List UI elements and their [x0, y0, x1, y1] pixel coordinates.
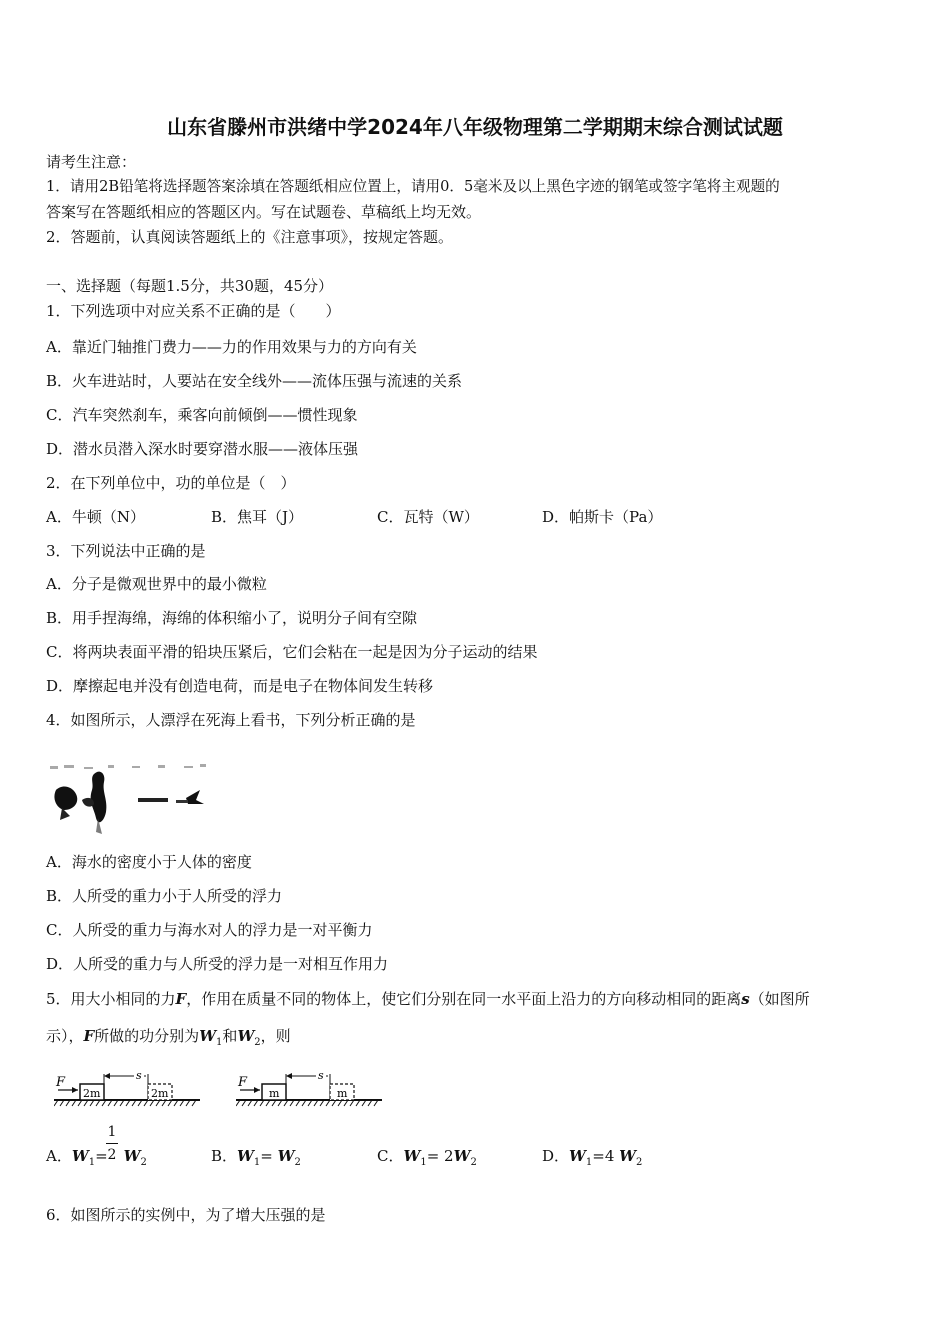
q5-sub: 1 — [216, 1037, 223, 1048]
q5-sub: 2 — [254, 1037, 261, 1048]
q2-stem: 2．在下列单位中，功的单位是（ ） — [46, 474, 296, 492]
q5-option-a — [46, 1146, 147, 1173]
q5-sub: 1 — [88, 1157, 96, 1168]
label-2m: 2m — [83, 1087, 101, 1100]
q5-stem-line2 — [46, 1026, 291, 1053]
q1-stem: 1．下列选项中对应关系不正确的是（ ） — [46, 302, 341, 320]
q5-var-w: W — [123, 1147, 141, 1165]
q4-option-d: D．人所受的重力与人所受的浮力是一对相互作用力 — [46, 955, 389, 973]
q5-var-w: W — [403, 1147, 421, 1165]
fraction-numerator: 1 — [107, 1124, 117, 1140]
q5-var-w: W — [199, 1027, 217, 1045]
label-m: m — [337, 1087, 348, 1100]
q1-option-d: D．潜水员潜入深水时要穿潜水服——液体压强 — [46, 440, 359, 458]
q1-option-c: C．汽车突然刹车，乘客向前倾倒——惯性现象 — [46, 406, 358, 424]
label-m: m — [269, 1087, 280, 1100]
q5-var-s: s — [741, 990, 750, 1008]
q4-stem: 4．如图所示，人漂浮在死海上看书，下列分析正确的是 — [46, 711, 416, 729]
q5-text: （如图所 — [749, 990, 810, 1008]
option-label: D． — [542, 1147, 570, 1165]
section-heading: 一、选择题（每题1.5分，共30题，45分） — [46, 277, 334, 295]
q5-var-w: W — [237, 1027, 255, 1045]
page-title: 山东省滕州市洪绪中学2024年八年级物理第二学期期末综合测试试题 — [167, 115, 783, 139]
label-f: F — [238, 1075, 248, 1090]
notice-line-1b: 答案写在答题纸相应的答题区内。写在试题卷、草稿纸上均无效。 — [46, 203, 482, 221]
q5-var-w: W — [619, 1147, 637, 1165]
q5-text: 5．用大小相同的力 — [46, 990, 176, 1008]
equals-sign: = — [260, 1147, 273, 1165]
q2-option-b: B．焦耳（J） — [211, 508, 304, 526]
force-diagram-m — [236, 1066, 384, 1112]
q5-sub: 1 — [253, 1157, 261, 1168]
q5-sub: 2 — [636, 1157, 643, 1168]
option-label: C． — [377, 1147, 404, 1165]
notice-heading: 请考生注意： — [46, 153, 137, 171]
q5-sub: 1 — [585, 1157, 593, 1168]
q5-text: ，作用在质量不同的物体上，使它们分别在同一水平面上沿力的方向移动相同的距离 — [186, 990, 742, 1008]
q5-var-f: F — [83, 1027, 95, 1045]
q5-var-w: W — [453, 1147, 471, 1165]
equals-two: = 2 — [426, 1147, 454, 1165]
notice-line-2: 2．答题前，认真阅读答题纸上的《注意事项》，按规定答题。 — [46, 228, 454, 246]
fraction-bar — [106, 1143, 118, 1144]
q5-text: 所做的功分别为 — [94, 1027, 200, 1045]
q5-var-f: F — [175, 990, 187, 1008]
q5-text: 示）， — [46, 1027, 84, 1045]
q5-option-d — [542, 1146, 642, 1173]
q2-option-d: D．帕斯卡（Pa） — [542, 508, 663, 526]
force-diagram-2m — [54, 1066, 202, 1112]
equals-sign: = — [95, 1147, 108, 1165]
q3-option-a: A．分子是微观世界中的最小微粒 — [46, 575, 267, 593]
q3-option-b: B．用手捏海绵，海绵的体积缩小了，说明分子间有空隙 — [46, 609, 418, 627]
q5-var-w: W — [237, 1147, 254, 1165]
fraction-denominator: 2 — [107, 1147, 117, 1163]
q5-sub: 2 — [140, 1157, 147, 1168]
q4-option-c: C．人所受的重力与海水对人的浮力是一对平衡力 — [46, 921, 373, 939]
q3-option-d: D．摩擦起电并没有创造电荷，而是电子在物体间发生转移 — [46, 677, 434, 695]
label-s: s — [136, 1069, 142, 1082]
dead-sea-figure — [48, 760, 210, 840]
q5-text: ，则 — [260, 1027, 291, 1045]
q1-option-a: A．靠近门轴推门费力——力的作用效果与力的方向有关 — [46, 338, 417, 356]
q5-text: 和 — [222, 1027, 238, 1045]
label-s: s — [318, 1069, 324, 1082]
option-label: A． — [46, 1147, 72, 1165]
q2-option-c: C．瓦特（W） — [377, 508, 479, 526]
q2-option-a: A．牛顿（N） — [46, 508, 145, 526]
option-label: B． — [211, 1147, 238, 1165]
q1-option-b: B．火车进站时，人要站在安全线外——流体压强与流速的关系 — [46, 372, 463, 390]
label-2m: 2m — [151, 1087, 169, 1100]
q5-sub: 1 — [420, 1157, 427, 1168]
q5-var-w: W — [569, 1147, 586, 1165]
q3-option-c: C．将两块表面平滑的铅块压紧后，它们会粘在一起是因为分子运动的结果 — [46, 643, 538, 661]
q4-option-b: B．人所受的重力小于人所受的浮力 — [46, 887, 283, 905]
q4-option-a: A．海水的密度小于人体的密度 — [46, 853, 252, 871]
q5-option-b — [211, 1146, 301, 1173]
q5-sub: 2 — [470, 1157, 477, 1168]
q5-stem-line1 — [46, 989, 810, 1009]
q5-var-w: W — [71, 1147, 89, 1165]
q5-sub: 2 — [294, 1157, 301, 1168]
q6-stem: 6．如图所示的实例中，为了增大压强的是 — [46, 1206, 326, 1224]
q5-option-c — [377, 1146, 477, 1173]
q5-var-w: W — [277, 1147, 295, 1165]
q3-stem: 3．下列说法中正确的是 — [46, 542, 206, 560]
notice-line-1a: 1．请用2B铅笔将选择题答案涂填在答题纸相应位置上，请用0．5毫米及以上黑色字迹的钢笔或签字笔将主观题的 — [46, 178, 780, 195]
equals-four: =4 — [592, 1147, 615, 1165]
label-f: F — [56, 1075, 66, 1090]
